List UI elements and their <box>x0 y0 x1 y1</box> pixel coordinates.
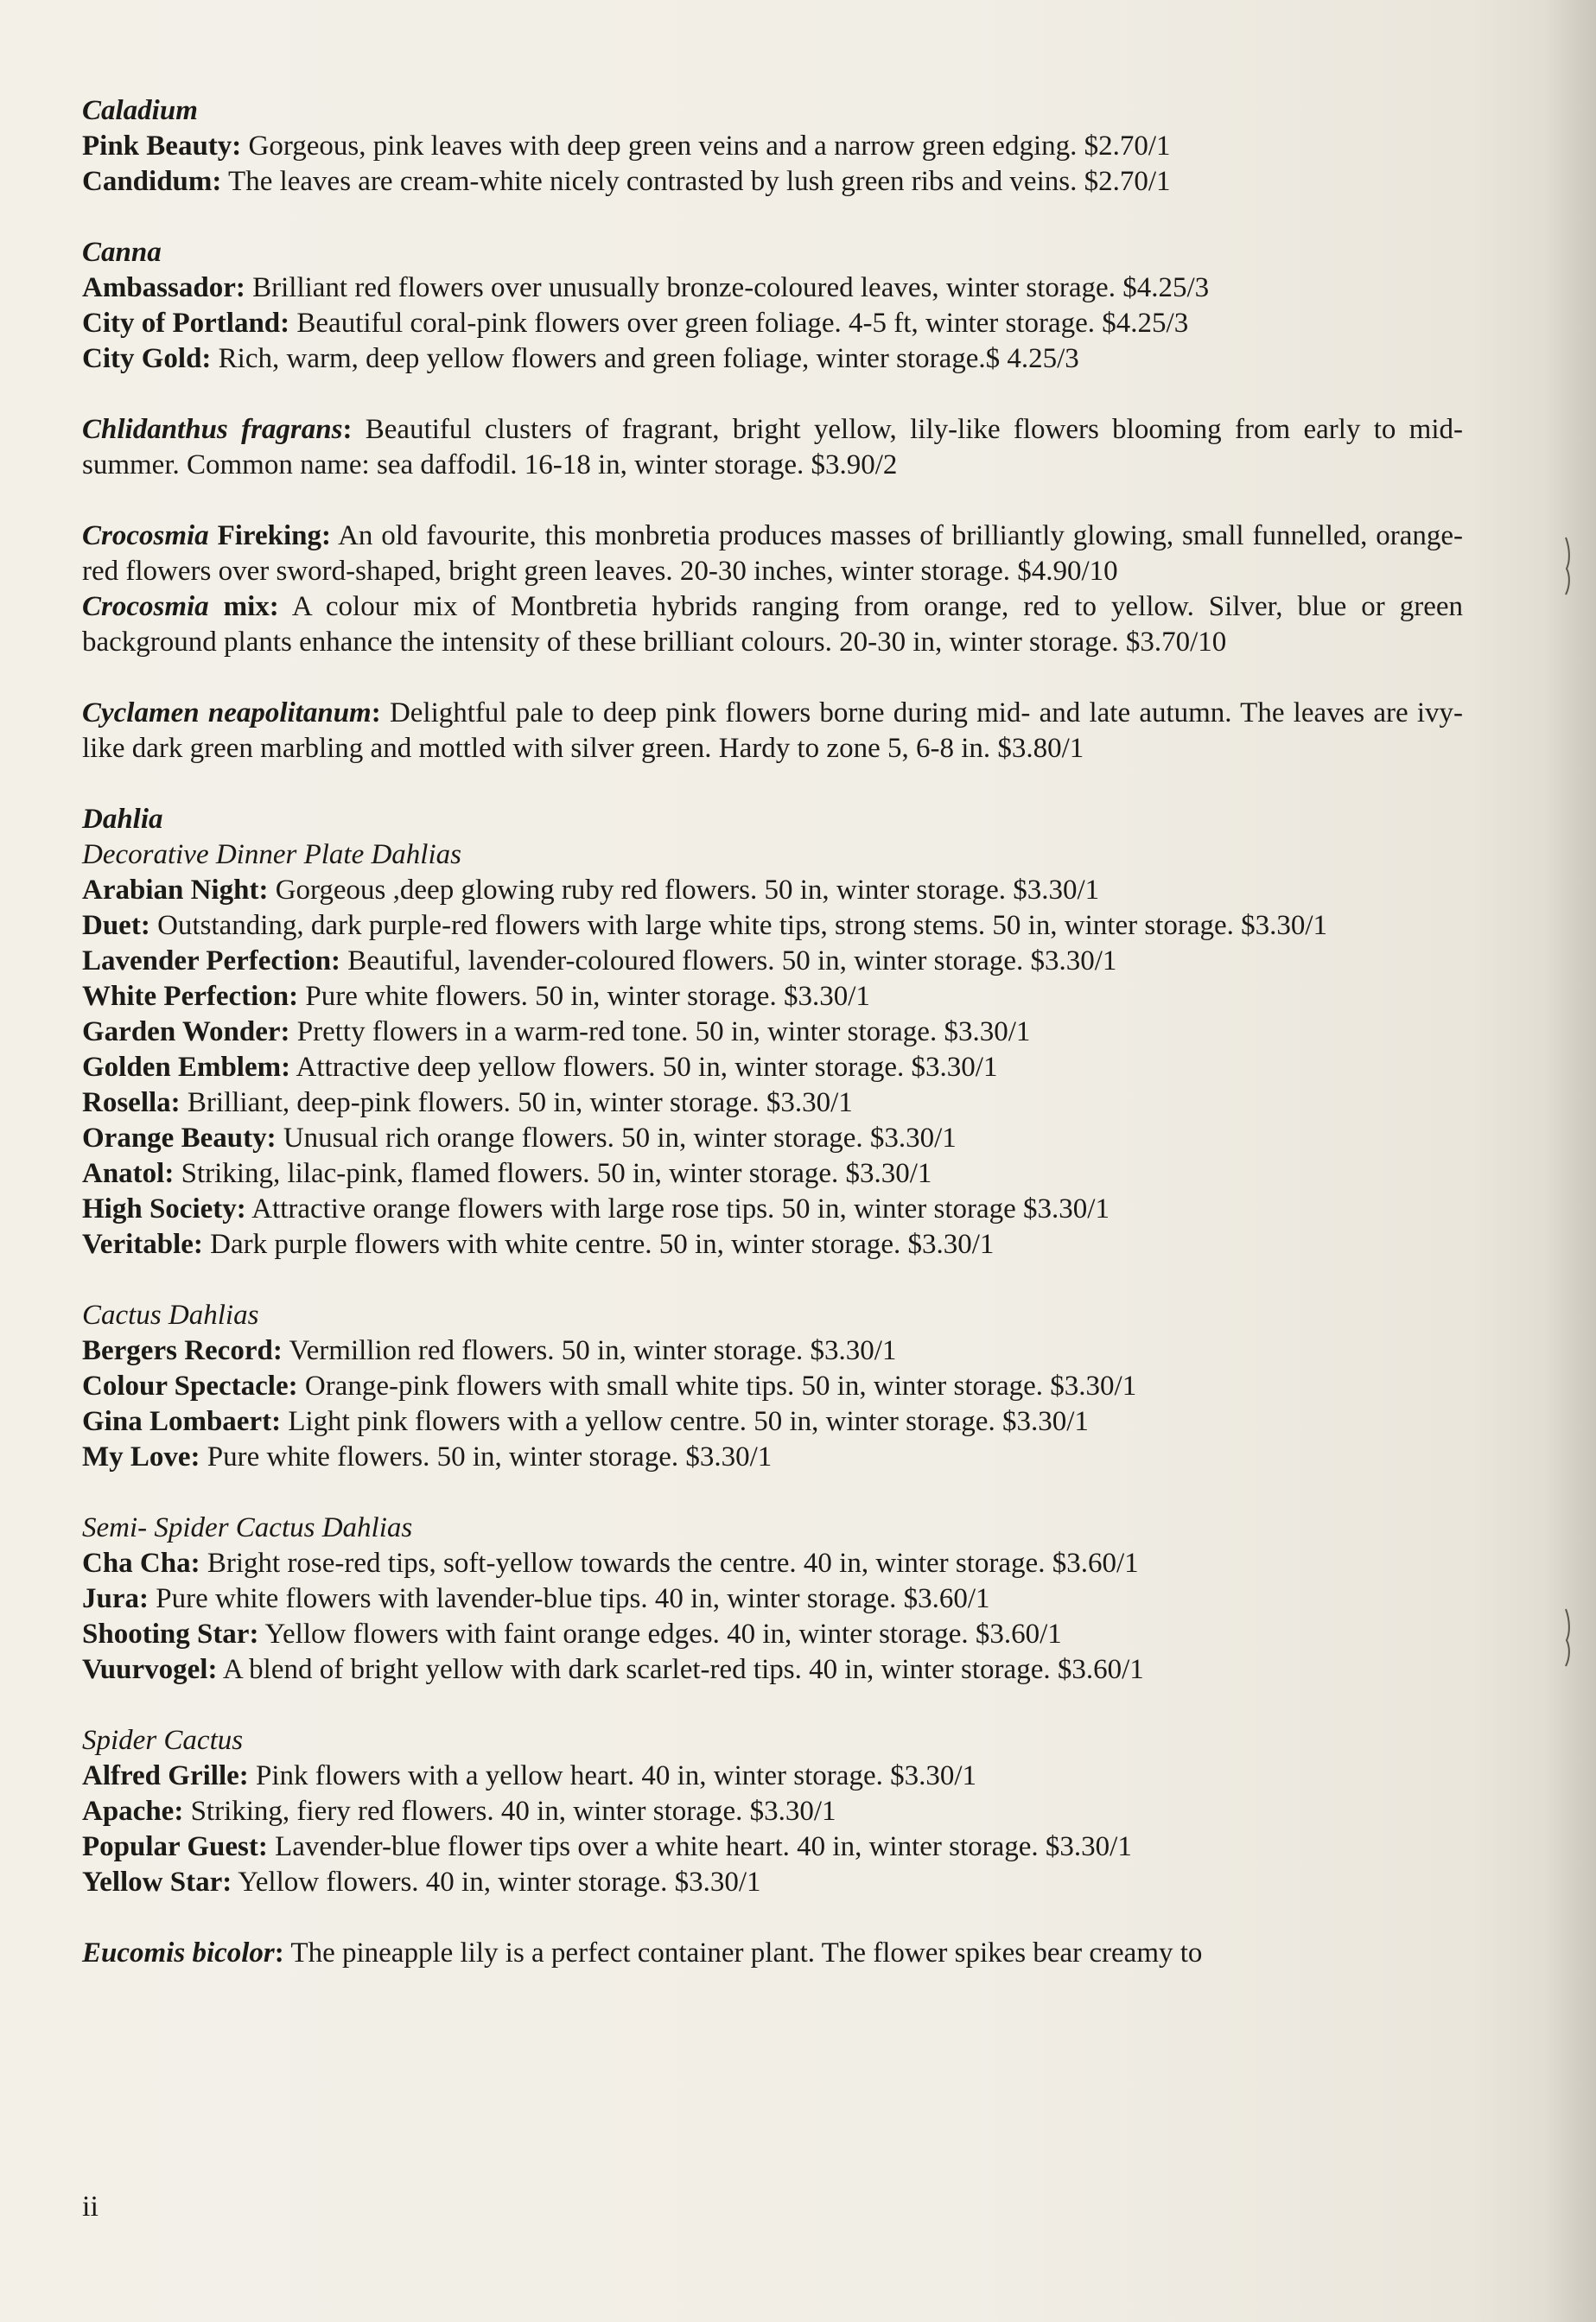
variety-group <box>82 1723 1463 1900</box>
variety-group <box>82 412 1463 483</box>
catalog-section <box>82 93 1463 200</box>
variety-description: Striking, fiery red flowers. 40 in, winter storage. $3.30/1 <box>183 1796 836 1827</box>
variety-name: City Gold: <box>82 343 212 374</box>
variety-description: Striking, lilac-pink, flamed flowers. 50 in, winter storage. $3.30/1 <box>174 1158 932 1189</box>
variety-entry <box>82 1333 1463 1369</box>
variety-name: Candidum: <box>82 166 222 197</box>
variety-group <box>82 696 1463 767</box>
variety-group <box>82 1936 1463 1971</box>
staple-mark <box>1563 536 1572 596</box>
group-subheading: Decorative Dinner Plate Dahlias <box>82 839 461 870</box>
variety-entry <box>82 1369 1463 1404</box>
staple-mark <box>1563 1607 1572 1668</box>
variety-entry <box>82 873 1463 908</box>
catalog-section <box>82 802 1463 1900</box>
variety-group <box>82 837 1463 1263</box>
variety-name: Lavender Perfection: <box>82 945 341 977</box>
variety-description: Pure white flowers. 50 in, winter storage. $3.30/1 <box>200 1441 773 1473</box>
variety-description: An old favourite, this monbretia produces masses of brilliantly glowing, small funnelled, orange-red flowers over sword-shaped, bright green leaves. 20-30 inches, winter storage. $4.90/10 <box>82 520 1463 587</box>
genus-heading: Canna <box>82 237 162 268</box>
variety-description: Attractive deep yellow flowers. 50 in, winter storage. $3.30/1 <box>290 1052 998 1083</box>
variety-name: Garden Wonder: <box>82 1016 290 1047</box>
variety-entry <box>82 129 1463 164</box>
variety-entry <box>82 1050 1463 1085</box>
group-subheading: Semi- Spider Cactus Dahlias <box>82 1512 413 1543</box>
variety-name: Veritable: <box>82 1229 203 1260</box>
variety-description: Pure white flowers with lavender-blue tips. 40 in, winter storage. $3.60/1 <box>149 1583 990 1614</box>
catalog-section <box>82 518 1463 660</box>
variety-group <box>82 129 1463 200</box>
variety-entry <box>82 1085 1463 1121</box>
variety-entry <box>82 1015 1463 1050</box>
variety-name: Alfred Grille: <box>82 1760 249 1791</box>
variety-name: Anatol: <box>82 1158 175 1189</box>
variety-description: Pure white flowers. 50 in, winter storage. $3.30/1 <box>298 981 870 1012</box>
variety-entry <box>82 1617 1463 1652</box>
variety-name: Fireking: <box>208 520 331 551</box>
variety-group <box>82 1298 1463 1475</box>
variety-description: Beautiful, lavender-coloured flowers. 50 in, winter storage. $3.30/1 <box>340 945 1117 977</box>
variety-name: Vuurvogel: <box>82 1654 218 1685</box>
variety-entry <box>82 1936 1463 1971</box>
variety-entry <box>82 1581 1463 1617</box>
variety-name: Arabian Night: <box>82 875 269 906</box>
variety-name: Jura: <box>82 1583 149 1614</box>
variety-name: City of Portland: <box>82 308 290 339</box>
variety-name: Cha Cha: <box>82 1548 200 1579</box>
genus-heading: Caladium <box>82 95 198 126</box>
variety-entry <box>82 979 1463 1015</box>
variety-description: Orange-pink flowers with small white tips. 50 in, winter storage. $3.30/1 <box>297 1371 1137 1402</box>
variety-entry <box>82 1121 1463 1156</box>
variety-entry <box>82 696 1463 767</box>
variety-entry <box>82 1652 1463 1688</box>
variety-name: Apache: <box>82 1796 184 1827</box>
variety-description: A blend of bright yellow with dark scarlet-red tips. 40 in, winter storage. $3.60/1 <box>217 1654 1144 1685</box>
variety-entry <box>82 341 1463 377</box>
variety-description: Light pink flowers with a yellow centre. 50 in, winter storage. $3.30/1 <box>281 1406 1089 1437</box>
variety-entry <box>82 1759 1463 1794</box>
variety-description: Unusual rich orange flowers. 50 in, winter storage. $3.30/1 <box>276 1123 957 1154</box>
variety-entry <box>82 944 1463 979</box>
page-edge-shadow <box>1544 0 1596 2322</box>
botanical-name: Crocosmia <box>82 520 209 551</box>
variety-name: Golden Emblem: <box>82 1052 291 1083</box>
variety-entry <box>82 1192 1463 1227</box>
variety-name: mix: <box>208 591 279 622</box>
variety-name: Orange Beauty: <box>82 1123 277 1154</box>
page-number: ii <box>82 2191 99 2223</box>
variety-description: Rich, warm, deep yellow flowers and green foliage, winter storage.$ 4.25/3 <box>211 343 1079 374</box>
variety-name: Gina Lombaert: <box>82 1406 282 1437</box>
variety-entry <box>82 270 1463 306</box>
variety-description: Pretty flowers in a warm-red tone. 50 in, winter storage. $3.30/1 <box>289 1016 1031 1047</box>
variety-description: Gorgeous ,deep glowing ruby red flowers. 50 in, winter storage. $3.30/1 <box>268 875 1100 906</box>
variety-name: Bergers Record: <box>82 1335 283 1366</box>
catalog-section <box>82 696 1463 767</box>
variety-name: : <box>371 697 381 728</box>
bulb-catalog-content <box>82 93 1463 2007</box>
variety-description: Brilliant, deep-pink flowers. 50 in, winter storage. $3.30/1 <box>180 1087 853 1118</box>
variety-name: Popular Guest: <box>82 1831 268 1862</box>
variety-description: The pineapple lily is a perfect container plant. The flower spikes bear creamy to <box>283 1937 1203 1969</box>
variety-description: Outstanding, dark purple-red flowers with large white tips, strong stems. 50 in, winter storage. $3.30/1 <box>149 910 1328 941</box>
variety-entry <box>82 1440 1463 1475</box>
variety-entry <box>82 1865 1463 1900</box>
variety-description: Attractive orange flowers with large rose tips. 50 in, winter storage $3.30/1 <box>245 1193 1110 1225</box>
variety-description: Beautiful clusters of fragrant, bright yellow, lily-like flowers blooming from early to mid-summer. Common name: sea daffodil. 16-18 in, winter storage. $3.90/2 <box>82 414 1463 480</box>
botanical-name: Chlidanthus fragrans <box>82 414 343 445</box>
variety-description: Delightful pale to deep pink flowers borne during mid- and late autumn. The leaves are ivy-like dark green marbling and mottled with silver green. Hardy to zone 5, 6-8 in. $3.80/1 <box>82 697 1463 764</box>
variety-entry <box>82 1404 1463 1440</box>
variety-group <box>82 518 1463 660</box>
variety-description: Beautiful coral-pink flowers over green foliage. 4-5 ft, winter storage. $4.25/3 <box>289 308 1189 339</box>
catalog-section <box>82 412 1463 483</box>
variety-description: The leaves are cream-white nicely contrasted by lush green ribs and veins. $2.70/1 <box>221 166 1171 197</box>
variety-group <box>82 1511 1463 1688</box>
variety-description: Yellow flowers with faint orange edges. 40 in, winter storage. $3.60/1 <box>258 1619 1062 1650</box>
variety-entry <box>82 518 1463 589</box>
variety-entry <box>82 1156 1463 1192</box>
variety-entry <box>82 589 1463 660</box>
variety-name: Ambassador: <box>82 272 245 303</box>
group-subheading: Cactus Dahlias <box>82 1300 259 1331</box>
variety-name: High Society: <box>82 1193 246 1225</box>
variety-name: Yellow Star: <box>82 1867 232 1898</box>
variety-entry <box>82 1546 1463 1581</box>
variety-description: Lavender-blue flower tips over a white heart. 40 in, winter storage. $3.30/1 <box>267 1831 1132 1862</box>
group-subheading: Spider Cactus <box>82 1725 244 1756</box>
variety-name: My Love: <box>82 1441 200 1473</box>
variety-name: White Perfection: <box>82 981 299 1012</box>
variety-description: Vermillion red flowers. 50 in, winter storage. $3.30/1 <box>282 1335 897 1366</box>
variety-entry <box>82 1227 1463 1263</box>
genus-heading: Dahlia <box>82 804 163 835</box>
variety-name: Pink Beauty: <box>82 130 242 162</box>
variety-description: Gorgeous, pink leaves with deep green veins and a narrow green edging. $2.70/1 <box>241 130 1171 162</box>
variety-group <box>82 270 1463 377</box>
variety-name: Colour Spectacle: <box>82 1371 298 1402</box>
variety-description: Yellow flowers. 40 in, winter storage. $3.30/1 <box>232 1867 761 1898</box>
variety-entry <box>82 306 1463 341</box>
variety-description: Brilliant red flowers over unusually bronze-coloured leaves, winter storage. $4.25/3 <box>245 272 1210 303</box>
variety-entry <box>82 908 1463 944</box>
variety-description: Pink flowers with a yellow heart. 40 in, winter storage. $3.30/1 <box>248 1760 977 1791</box>
variety-name: Rosella: <box>82 1087 181 1118</box>
botanical-name: Eucomis bicolor <box>82 1937 275 1969</box>
variety-name: Shooting Star: <box>82 1619 259 1650</box>
variety-description: Bright rose-red tips, soft-yellow towards the centre. 40 in, winter storage. $3.60/1 <box>200 1548 1139 1579</box>
variety-entry <box>82 164 1463 200</box>
botanical-name: Cyclamen neapolitanum <box>82 697 372 728</box>
variety-name: : <box>274 1937 284 1969</box>
variety-entry <box>82 1829 1463 1865</box>
variety-entry <box>82 412 1463 483</box>
catalog-section <box>82 235 1463 377</box>
botanical-name: Crocosmia <box>82 591 209 622</box>
variety-name: Duet: <box>82 910 150 941</box>
variety-description: Dark purple flowers with white centre. 50 in, winter storage. $3.30/1 <box>202 1229 995 1260</box>
catalog-section <box>82 1936 1463 1971</box>
variety-description: A colour mix of Montbretia hybrids ranging from orange, red to yellow. Silver, blue or green background plants enhance the intensity of these brilliant colours. 20-30 in, winter storage. $3.70/10 <box>82 591 1463 658</box>
variety-name: : <box>342 414 353 445</box>
variety-entry <box>82 1794 1463 1829</box>
